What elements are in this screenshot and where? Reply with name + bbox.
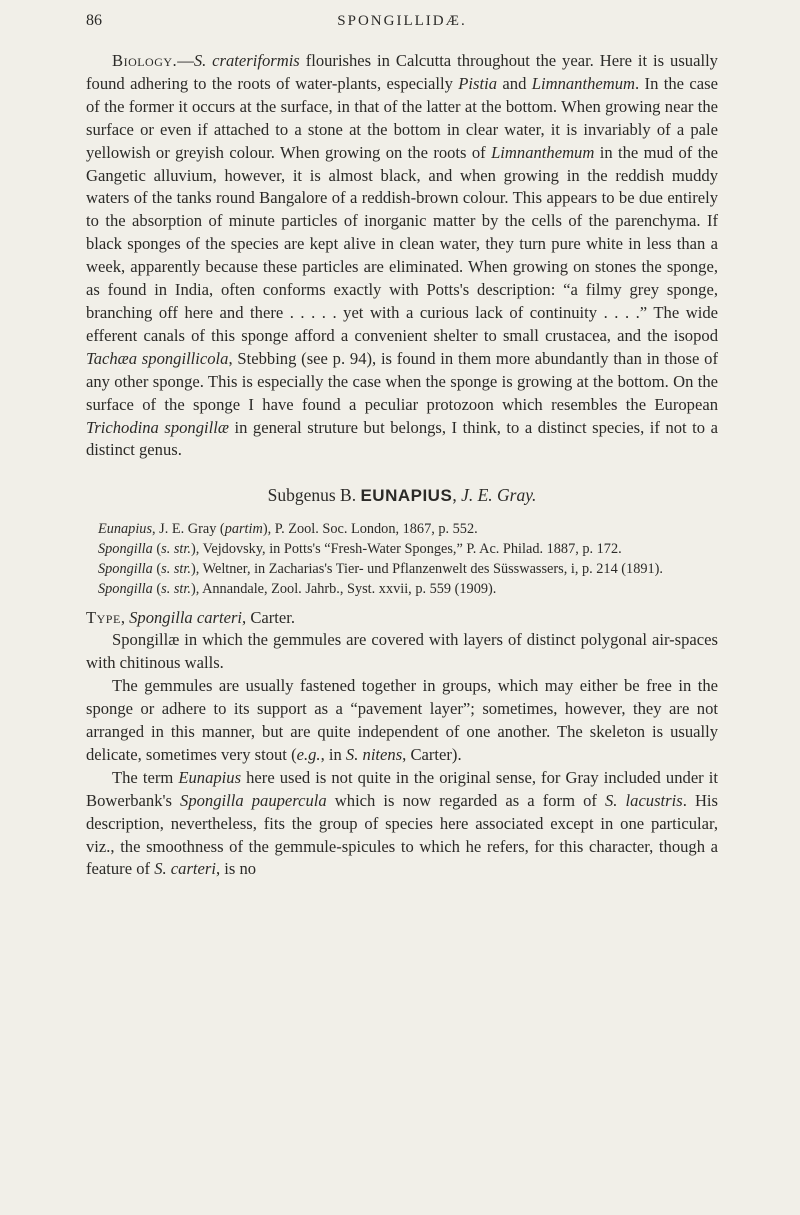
- page-body: [86, 50, 718, 881]
- page-header: [86, 12, 718, 36]
- synonym-entry: Eunapius, J. E. Gray (partim), P. Zool. Soc. London, 1867, p. 552.: [98, 521, 478, 538]
- synonym-entry: Spongilla (s. str.), Weltner, in Zacharias's Tier- und Pflanzenwelt des Süsswassers, i, p. 214 (1891).: [98, 560, 663, 577]
- page-number: 86: [86, 12, 102, 29]
- plant-name: Limnanthemum: [491, 142, 595, 162]
- species-name: S. nitens: [345, 744, 403, 764]
- subgenus-name: EUNAPIUS: [360, 486, 453, 506]
- running-title: SPONGILLIDÆ.: [337, 13, 467, 29]
- synonym-entry: Spongilla (s. str.), Vejdovsky, in Potts's “Fresh-Water Sponges,” P. Ac. Philad. 1887, p. 172.: [98, 541, 622, 558]
- species-name: Trichodina spongillæ: [86, 417, 229, 437]
- species-name: S. lacustris: [605, 790, 683, 810]
- gemmules-paragraph: The gemmules are usually fastened together in groups, which may either be free in the sponge or adhere to its support as a “pavement layer”; sometimes, however, they are not arranged in this manner, but are quite independent of one another. The skeleton is usually delicate, sometimes very stout (e.g., in S. nitens, Carter).: [86, 676, 718, 764]
- synonym-entry: Spongilla (s. str.), Annandale, Zool. Jahrb., Syst. xxvii, p. 559 (1909).: [98, 580, 497, 597]
- biology-paragraph: Biology.—S. crateriformis flourishes in Calcutta throughout the year. Here it is usually found adhering to the roots of water-plants, especially Pistia and Limnanthemum. In the case of the former it occurs at the surface, in that of the latter at the bottom. When growing near the surface or even if attached to a stone at the bottom in clear water, it is invariably of a pale yellowish or greyish colour. When growing on the roots of Limnanthemum in the mud of the Gangetic alluvium, however, it is almost black, and when growing in the reddish muddy waters of the tanks round Bangalore of a reddish-brown colour. This appears to be due entirely to the absorption of minute particles of inorganic matter by the cells of the parenchyma. If black sponges of the species are kept alive in clean water, they turn pure white in less than a week, apparently because these particles are eliminated. When growing on stones the sponge, as found in India, often conforms exactly with Potts's description: “a filmy grey sponge, branching off here and there . . . . . yet with a curious lack of continuity . . . .” The wide efferent canals of this sponge afford a convenient shelter to small crustacea, and the isopod Tachæa spongillicola, Stebbing (see p. 94), is found in them more abundantly than in those of any other sponge. This is especially the case when the sponge is growing at the bottom. On the surface of the sponge I have found a peculiar protozoon which resembles the European Trichodina spongillæ in general struture but belongs, I think, to a distinct species, if not to a distinct genus.: [86, 51, 718, 460]
- definition-paragraph: Spongillæ in which the gemmules are covered with layers of distinct polygonal air-spaces with chitinous walls.: [86, 630, 718, 673]
- plant-name: Limnanthemum: [531, 73, 636, 93]
- species-name: Tachæa spongillicola: [86, 348, 229, 368]
- type-label: Type: [86, 607, 121, 627]
- species-name: S. carteri: [154, 859, 216, 879]
- subgenus-heading: Subgenus B. EUNAPIUS, J. E. Gray.: [267, 485, 537, 506]
- term-paragraph: The term Eunapius here used is not quite in the original sense, for Gray included under it Bowerbank's Spongilla paupercula which is now regarded as a form of S. lacustris. His description, nevertheless, fits the group of species here associated except in one particular, viz., the smoothness of the gemmule-spicules to which he refers, for this character, though a feature of S. carteri, is no: [86, 767, 718, 879]
- species-name: S. crateriformis: [193, 51, 300, 70]
- biology-heading: Biology.: [112, 51, 178, 70]
- type-species-line: Type, Spongilla carteri, Carter.: [86, 607, 296, 627]
- species-name: Spongilla paupercula: [180, 790, 327, 810]
- species-name: Spongilla carteri: [129, 607, 243, 627]
- genus-name: Eunapius: [178, 767, 242, 787]
- subgenus-authority: J. E. Gray.: [461, 485, 537, 506]
- plant-name: Pistia: [458, 73, 498, 93]
